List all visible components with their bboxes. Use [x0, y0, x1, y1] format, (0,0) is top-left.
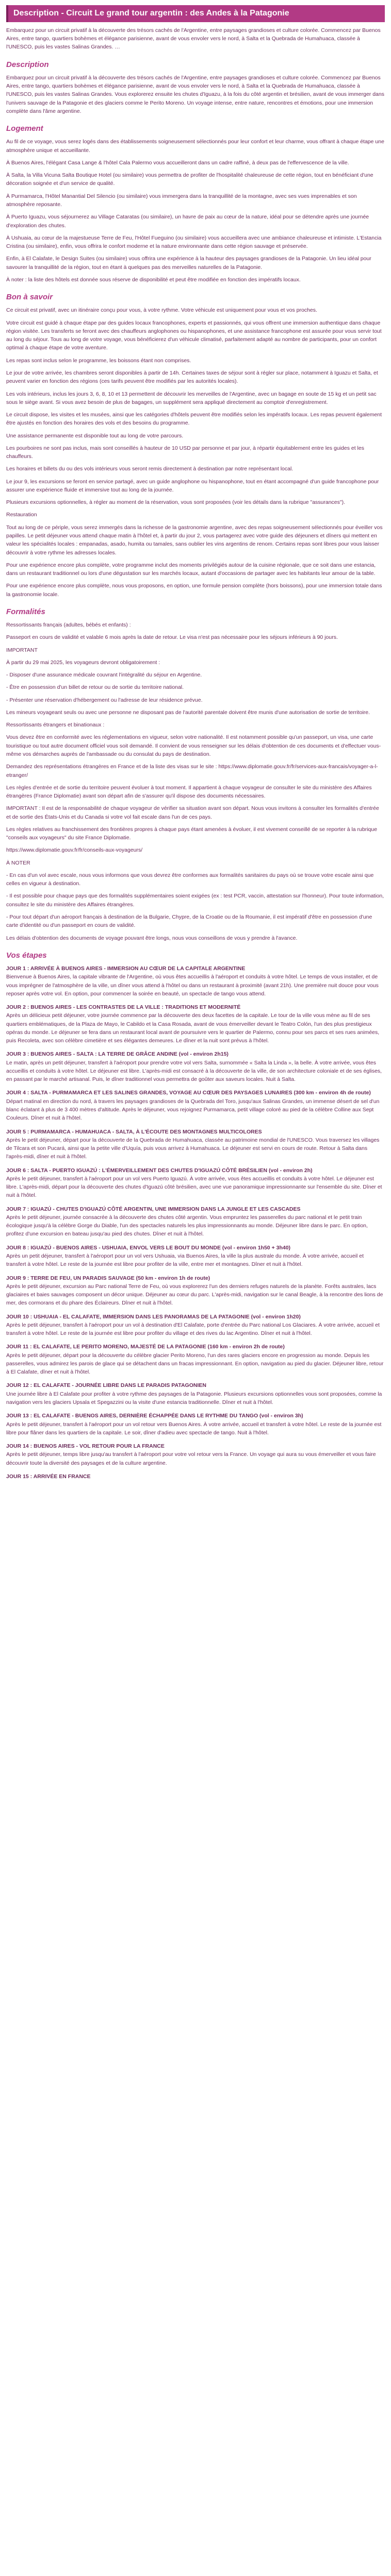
- day-title: JOUR 7 : IGUAZÚ - CHUTES D'IGUAZÚ CÔTÉ ARGENTIN, UNE IMMERSION DANS LA JUNGLE ET LES CASCADES: [6, 1206, 301, 1212]
- day-item: [6, 1050, 385, 1083]
- paragraph: Passeport en cours de validité et valable 6 mois après la date de retour. Le visa n'est pas nécessaire pour les séjours inférieurs à 90 jours.: [6, 634, 338, 641]
- intro-block: [6, 26, 385, 52]
- paragraph: À NOTER: [6, 859, 30, 866]
- description-heading: Description: [6, 60, 49, 69]
- paragraph: Les mineurs voyageant seuls ou avec une personne ne disposant pas de l'autorité parentale doivent être munis d'une autorisation de sortie de territoire.: [6, 709, 370, 716]
- day-item: [6, 1089, 385, 1122]
- paragraph: IMPORTANT : Il est de la responsabilité de chaque voyageur de vérifier sa situation avant son départ. Nous vous invitons à consulter les formalités d'entrée et de sortie des États-Unis et du Canada si votre vol fait escale dans l'un de ces pays.: [6, 805, 379, 820]
- paragraph: - Il est possible pour chaque pays que des formalités supplémentaires soient exigées (ex : test PCR, vaccin, attestation sur l'honneur). Pour toute information, consultez le site du ministère des Affaires étrangères.: [6, 893, 384, 908]
- day-title: JOUR 14 : BUENOS AIRES - VOL RETOUR POUR LA FRANCE: [6, 1443, 165, 1450]
- paragraph: Votre circuit est guidé à chaque étape par des guides locaux francophones, experts et passionnés, qui vous offrent une immersion authentique dans chaque région visitée. Les transferts se feront avec des chauffeurs anglophones ou hispanophones, et une assistance francophone est assurée pour vous servir tout au long du séjour. Tous au long de votre voyage, vous bénéficierez d'un véhicule climatisé, parfaitement adapté au nombre de participants, pour un confort optimal à chaque étape de votre aventure.: [6, 319, 382, 351]
- paragraph: Les règles d'entrée et de sortie du territoire peuvent évoluer à tout moment. Il appartient à chaque voyageur de consulter le site du ministère des Affaires étrangères (France Diplomatie) avant son départ afin de s'assurer qu'il dispose des documents nécessaires.: [6, 784, 372, 800]
- day-title: JOUR 4 : SALTA - PURMAMARCA ET LES SALINES GRANDES, VOYAGE AU CŒUR DES PAYSAGES LUNAIRES (300 km - environ 4h de route): [6, 1090, 371, 1096]
- day-text: Départ matinal en direction du nord, à travers les paysages grandioses de la Quebrada del Toro, jusqu'aux Salinas Grandes, un immense désert de sel d'un blanc éclatant à plus de 3 400 mètres d'altitude. Après le déjeuner, vous rejoignez Purmamarca, petit village coloré au pied de la célèbre Colline aux Sept Couleurs. Dîner et nuit à l'hôtel.: [6, 1098, 380, 1122]
- day-item: [6, 1003, 385, 1045]
- day-item: [6, 1472, 385, 1481]
- day-text: Après le petit déjeuner, temps libre jusqu'au transfert à l'aéroport pour votre vol retour vers la France. Un voyage qui aura su vous émerveiller et vous faire découvrir toute la diversité des paysages et de la culture argentine.: [6, 1451, 376, 1466]
- day-item: [6, 1244, 385, 1269]
- day-title: JOUR 13 : EL CALAFATE - BUENOS AIRES, DERNIÈRE ÉCHAPPÉE DANS LE RYTHME DU TANGO (vol - environ 3h): [6, 1413, 303, 1419]
- day-title: JOUR 12 : EL CALAFATE - JOURNÉE LIBRE DANS LE PARADIS PATAGONIEN: [6, 1382, 206, 1389]
- paragraph: - Pour tout départ d'un aéroport français à destination de la Bulgarie, Chypre, de la Croatie ou de la Roumanie, il est impératif d'être en possession d'une carte d'identité ou d'un passeport en cours de validité.: [6, 913, 372, 929]
- day-text: Après le petit déjeuner, départ pour la découverte du célèbre glacier Perito Moreno, l'un des rares glaciers encore en progression au monde. Depuis les passerelles, vous admirez les parois de glace qui se détachent dans un fracas impressionnant. En option, navigation au pied du glacier. Déjeuner libre, retour à El Calafate, dîner et nuit à l'hôtel.: [6, 1352, 384, 1376]
- day-title: JOUR 6 : SALTA - PUERTO IGUAZÚ : L'ÉMERVEILLEMENT DES CHUTES D'IGUAZÚ CÔTÉ BRÉSILIEN (vol - environ 2h): [6, 1167, 313, 1174]
- paragraph: Les horaires et billets du ou des vols intérieurs vous seront remis directement à destination par notre représentant local.: [6, 466, 294, 472]
- paragraph: À partir du 29 mai 2025, les voyageurs devront obligatoirement :: [6, 659, 160, 666]
- paragraph: - Disposer d'une assurance médicale couvrant l'intégralité du séjour en Argentine.: [6, 672, 202, 679]
- paragraph: - Être en possession d'un billet de retour ou de sortie du territoire national.: [6, 684, 184, 691]
- bon-a-savoir-heading: Bon à savoir: [6, 293, 53, 302]
- day-text: Après le petit déjeuner, transfert à l'aéroport pour un vol vers Puerto Iguazú. À votre arrivée, vous êtes accueillis et conduits à votre hôtel. Le déjeuner est libre. L'après-midi, départ pour la découverte des chutes d'Iguazú côté brésilien, avec une vue panoramique impressionnante sur l'ensemble du site. Dîner et nuit à l'hôtel.: [6, 1175, 382, 1199]
- day-title: JOUR 8 : IGUAZÚ - BUENOS AIRES - USHUAIA, ENVOL VERS LE BOUT DU MONDE (vol - environ 1h50 + 3h40): [6, 1244, 291, 1251]
- day-text: Après un petit déjeuner, transfert à l'aéroport pour un vol vers Ushuaia, via Buenos Aires, la ville la plus australe du monde. À votre arrivée, accueil et transfert à votre hôtel. Le reste de la journée est libre pour profiter de la ville, entre mer et montagnes. Dîner et nuit à l'hôtel.: [6, 1253, 364, 1268]
- day-item: [6, 1205, 385, 1239]
- paragraph: Une assistance permanente est disponible tout au long de votre parcours.: [6, 432, 184, 439]
- logement-body: [6, 138, 385, 284]
- day-item: [6, 1381, 385, 1406]
- paragraph: Le jour 9, les excursions se feront en service partagé, avec un guide anglophone ou hispanophone, tout en étant accompagné d'un guide francophone pour assurer une expérience fluide et immersive tout au long de la journée.: [6, 478, 379, 493]
- description-section: [6, 59, 385, 116]
- paragraph: À Ushuaia, au cœur de la majestueuse Terre de Feu, l'Hôtel Fueguino (ou similaire) vous accueillera avec une ambiance chaleureuse et intimiste. L'Estancia Cristina (ou similaire), enfin, vous offrira le confort moderne et la nature environnante dans cette région sauvage et préservée.: [6, 234, 382, 250]
- day-item: [6, 1128, 385, 1161]
- paragraph: Pour une expérience encore plus complète, votre programme inclut des moments privilégiés autour de la cuisine régionale, que ce soit dans une estancia, dans un restaurant traditionnel ou lors d'une dégustation sur les marchés locaux, autant d'occasions de partager avec les habitants leur amour de la table.: [6, 562, 376, 577]
- day-title: JOUR 5 : PURMAMARCA - HUMAHUACA - SALTA, À L'ÉCOUTE DES MONTAGNES MULTICOLORES: [6, 1128, 262, 1135]
- day-text: Après le petit déjeuner, transfert à l'aéroport pour un vol retour vers Buenos Aires. À votre arrivée, accueil et transfert à votre hôtel. Le reste de la journée est libre pour flâner dans les quartiers de la capitale. Le soir, dîner d'adieu avec spectacle de tango. Nuit à l'hôtel.: [6, 1421, 382, 1436]
- day-item: [6, 1412, 385, 1437]
- day-item: [6, 1166, 385, 1200]
- paragraph: Les délais d'obtention des documents de voyage pouvant être longs, nous vous conseillons de vous y prendre à l'avance.: [6, 935, 298, 941]
- day-text: Après le petit déjeuner, départ pour la découverte de la Quebrada de Humahuaca, classée au patrimoine mondial de l'UNESCO. Vous traversez les villages de Tilcara et son Pucará, ainsi que la petite ville d'Uquía, puis vous arrivez à Humahuaca. Le déjeuner est servi en cours de route. Retour à Salta dans l'après-midi, dîner et nuit à l'hôtel.: [6, 1137, 380, 1160]
- bon-a-savoir-section: [6, 291, 385, 599]
- paragraph: Les repas sont inclus selon le programme, les boissons étant non comprises.: [6, 357, 191, 364]
- paragraph: À Puerto Iguazu, vous séjournerez au Village Cataratas (ou similaire), un havre de paix au cœur de la nature, idéal pour se détendre après une journée d'exploration des chutes.: [6, 214, 369, 229]
- paragraph: Le circuit dispose, les visites et les musées, ainsi que les catégories d'hôtels peuvent être modifiés selon les impératifs locaux. Les repas peuvent également être ajustés en fonction des horaires des vols et des besoins du programme.: [6, 412, 382, 427]
- paragraph: À Salta, la Villa Vicuna Salta Boutique Hotel (ou similaire) vous permettra de profiter de l'hospitalité chaleureuse de cette région, tout en bénéficiant d'une décoration soignée et d'un service de qualité.: [6, 172, 373, 187]
- paragraph: - En cas d'un vol avec escale, nous vous informons que vous devrez être conformes aux formalités sanitaires du pays où se trouve votre escale ainsi que celles en vigueur à destination.: [6, 872, 374, 887]
- paragraph: Les vols intérieurs, inclus les jours 3, 6, 8, 10 et 13 permettent de découvrir les merveilles de l'Argentine, avec un bagage en soute de 15 kg et un petit sac sous le siège avant. Si vous avez besoin de plus de bagages, un supplément sera appliqué directement au comptoir d'enregistrement.: [6, 391, 377, 405]
- paragraph: À noter : la liste des hôtels est donnée sous réserve de disponibilité et peut être modifiée en fonction des impératifs locaux.: [6, 276, 301, 283]
- day-item: [6, 1343, 385, 1376]
- day-title: JOUR 15 : ARRIVÉE EN FRANCE: [6, 1473, 91, 1480]
- paragraph: Enfin, à El Calafate, le Design Suites (ou similaire) vous offrira une expérience à la hauteur des paysages grandioses de la Patagonie. Un lieu idéal pour savourer la tranquillité de la région, tout en étant à quelques pas des merveilles naturelles de la Patagonie.: [6, 256, 371, 270]
- paragraph: Plusieurs excursions optionnelles, à régler au moment de la réservation, vous sont proposées (voir les détails dans la rubrique "assurances").: [6, 499, 346, 506]
- day-title: JOUR 9 : TERRE DE FEU, UN PARADIS SAUVAGE (50 km - environ 1h de route): [6, 1275, 210, 1281]
- description-body: [6, 74, 385, 115]
- paragraph: Ressortissants français (adultes, bébés et enfants) :: [6, 622, 131, 629]
- etapes-heading: Vos étapes: [6, 951, 47, 960]
- paragraph: IMPORTANT: [6, 647, 38, 653]
- etapes-section: [6, 950, 385, 1481]
- day-item: [6, 1274, 385, 1308]
- formalites-section: [6, 606, 385, 942]
- day-title: JOUR 3 : BUENOS AIRES - SALTA : LA TERRE DE GRÂCE ANDINE (vol - environ 2h15): [6, 1051, 229, 1058]
- paragraph: Demandez des représentations étrangères en France et de la liste des visas sur le site : https://www.diplomatie.gouv.fr/fr/services-aux-francais/voyager-a-l-etranger/: [6, 764, 378, 778]
- logement-heading: Logement: [6, 124, 43, 133]
- day-title: JOUR 11 : EL CALAFATE, LE PERITO MORENO, MAJESTÉ DE LA PATAGONIE (160 km - environ 2h de route): [6, 1344, 285, 1350]
- paragraph: À Purmamarca, l'Hôtel Manantial Del Silencio (ou similaire) vous immergera dans la tranquillité de la montagne, avec ses vues imprenables et son atmosphère reposante.: [6, 193, 357, 208]
- day-title: JOUR 2 : BUENOS AIRES - LES CONTRASTES DE LA VILLE : TRADITIONS ET MODERNITÉ: [6, 1004, 241, 1011]
- page-title: Description - Circuit Le grand tour argentin : des Andes à la Patagonie: [6, 5, 385, 22]
- logement-section: [6, 123, 385, 284]
- paragraph: À Buenos Aires, l'élégant Casa Lange & l'hôtel Cala Palermo vous accueilleront dans un cadre raffiné, à deux pas de l'effervescence de la ville.: [6, 159, 349, 166]
- paragraph: Pour une expérience encore plus complète, nous vous proposons, en option, une formule pension complète (hors boissons), pour une immersion totale dans la gastronomie locale.: [6, 583, 382, 598]
- paragraph: - Présenter une réservation d'hébergement ou l'adresse de leur résidence prévue.: [6, 697, 203, 703]
- day-text: Une journée libre à El Calafate pour profiter à votre rythme des paysages de la Patagonie. Plusieurs excursions optionnelles vous sont proposées, comme la navigation vers les glaciers Upsala et Spegazzini ou la visite d'une estancia traditionnelle. Dîner et nuit à l'hôtel.: [6, 1391, 382, 1405]
- day-text: Après le petit déjeuner, transfert à l'aéroport pour un vol à destination d'El Calafate, porte d'entrée du Parc national Los Glaciares. À votre arrivée, accueil et transfert à votre hôtel. Le reste de la journée est libre pour profiter du village et des rives du lac Argentino. Dîner et nuit à l'hôtel.: [6, 1321, 380, 1337]
- day-title: JOUR 1 : ARRIVÉE À BUENOS AIRES - IMMERSION AU CŒUR DE LA CAPITALE ARGENTINE: [6, 965, 246, 972]
- day-text: Après un délicieux petit déjeuner, votre journée commence par la découverte des deux facettes de la capitale. Le tour de la ville vous mène au fil de ses quartiers emblématiques, de la Plaza de Mayo, le Cabildo et la Casa Rosada, avant de vous émerveiller devant le Teatro Colón, l'un des plus prestigieux opéras du monde. Le déjeuner se fera dans un restaurant local avant de poursuivre vers le quartier de Palermo, connu pour ses parcs et ses rues animées, puis Recoleta, avec son célèbre cimetière et ses élégantes demeures. Le dîner et la nuit sont prévus à l'hôtel.: [6, 1012, 380, 1044]
- day-text: Le matin, après un petit déjeuner, transfert à l'aéroport pour prendre votre vol vers Salta, surnommée « Salta la Linda », la belle. À votre arrivée, vous êtes accueillis et conduits à votre hôtel. Le déjeuner est libre. L'après-midi est consacré à la découverte de la ville, de son architecture coloniale et de ses églises, en passant par le marché artisanal. Puis, le dîner traditionnel vous permettra de goûter aux saveurs locales. Nuit à Salta.: [6, 1059, 382, 1083]
- bon-a-savoir-body: [6, 306, 385, 598]
- paragraph: Au fil de ce voyage, vous serez logés dans des établissements soigneusement sélectionnés pour leur confort et leur charme, vous offrant à chaque étape une atmosphère unique et accueillante.: [6, 139, 384, 154]
- day-item: [6, 1442, 385, 1467]
- paragraph: Embarquez pour un circuit privatif à la découverte des trésors cachés de l'Argentine, entre paysages grandioses et culture colorée. Commencez par Buenos Aires, entre tango, quartiers bohèmes et élégance parisienne, avant de vous envoler vers le nord, à Salta et la Quebrada de Humahuaca, classée à l'UNESCO, puis les vastes Salinas Grandes. Vous explorerez ensuite les chutes d'Iguazu, à la fois du côté argentin et brésilien, avant de vous immerger dans l'univers sauvage de la Patagonie et des glaciers comme le Perito Moreno. Un voyage intense, entre nature, rencontres et émotions, pour une immersion complète dans l'âme argentine.: [6, 74, 384, 114]
- paragraph: Le jour de votre arrivée, les chambres seront disponibles à partir de 14h. Certaines taxes de séjour sont à régler sur place, notamment à Iguazu et Salta, et peuvent varier en fonction des régions (ces tarifs peuvent être modifiés par les autorités locales).: [6, 369, 378, 385]
- day-item: [6, 1313, 385, 1338]
- paragraph: Tout au long de ce périple, vous serez immergés dans la richesse de la gastronomie argentine, avec des repas soigneusement sélectionnés pour éveiller vos papilles. Le petit déjeuner vous attend chaque matin à l'hôtel et, à partir du jour 2, vous partagerez avec votre guide des déjeuners et dîners qui mettent en valeur les spécialités locales : empanadas, asado, humita ou tamales, sans oublier les vins argentins de renom. Certains repas sont libres pour vous laisser découvrir à votre rythme les adresses locales.: [6, 524, 383, 556]
- day-text: Après le petit déjeuner, excursion au Parc national Terre de Feu, où vous explorerez l'un des derniers refuges naturels de la planète. Forêts australes, lacs glaciaires et baies sauvages composent un décor unique. Déjeuner au cœur du parc. L'après-midi, navigation sur le canal Beagle, à la rencontre des lions de mer, des cormorans et du phare des Éclaireurs. Dîner et nuit à l'hôtel.: [6, 1283, 383, 1307]
- day-title: JOUR 10 : USHUAIA - EL CALAFATE, IMMERSION DANS LES PANORAMAS DE LA PATAGONIE (vol - environ 1h20): [6, 1313, 301, 1320]
- day-text: Bienvenue à Buenos Aires, la capitale vibrante de l'Argentine, où vous êtes accueillis à l'aéroport et conduits à votre hôtel. Le temps de vous installer, et de vous imprégner de l'atmosphère de la ville, un dîner vous attend à l'hôtel ou dans un restaurant à proximité (avant 21h). Une première nuit douce pour vous reposer après votre vol. En option, pour commencer la soirée en beauté, un spectacle de tango vous attend.: [6, 974, 379, 997]
- formalites-body: [6, 621, 385, 942]
- paragraph: Restauration: [6, 512, 37, 518]
- paragraph: Les pourboires ne sont pas inclus, mais sont conseillés à hauteur de 10 USD par personne et par jour, à répartir équitablement entre les guides et les chauffeurs.: [6, 445, 364, 460]
- paragraph: https://www.diplomatie.gouv.fr/fr/conseils-aux-voyageurs/: [6, 847, 143, 854]
- day-text: Après le petit déjeuner, journée consacrée à la découverte des chutes côté argentin. Vous empruntez les passerelles du parc national et le petit train écologique jusqu'à la célèbre Gorge du Diable, l'un des spectacles naturels les plus impressionnants au monde. Déjeuner libre dans le parc. En option, profitez d'une excursion en bateau jusqu'au pied des chutes. Dîner et nuit à l'hôtel.: [6, 1214, 368, 1238]
- paragraph: Ressortissants étrangers et binationaux :: [6, 722, 105, 728]
- day-item: [6, 964, 385, 998]
- etapes-body: [6, 964, 385, 1481]
- paragraph: Vous devez être en conformité avec les réglementations en vigueur, selon votre nationalité. Il est notamment possible qu'un passeport, un visa, une carte touristique ou tout autre document officiel vous soit demandé. Il convient de vous renseigner sur les délais d'obtention de ces documents et d'effectuer vous-même vos démarches auprès de l'ambassade ou du consulat du pays de destination.: [6, 734, 381, 757]
- paragraph: Ce circuit est privatif, avec un itinéraire conçu pour vous, à votre rythme. Votre véhicule est uniquement pour vous et vos proches.: [6, 307, 317, 314]
- formalites-heading: Formalités: [6, 607, 45, 616]
- intro-paragraph: Embarquez pour un circuit privatif à la découverte des trésors cachés de l'Argentine, entre paysages grandioses et culture colorée. Commencez par Buenos Aires, entre tango, quartiers bohèmes et élégance parisienne, avant de vous envoler vers le nord, à Salta et la Quebrada de Humahuaca, classée à l'UNESCO, puis les vastes Salinas Grandes. …: [6, 27, 381, 50]
- paragraph: Les règles relatives au franchissement des frontières propres à chaque pays étant amenées à évoluer, il est vivement conseillé de se reporter à la rubrique "conseils aux voyageurs" du site France Diplomatie.: [6, 826, 378, 841]
